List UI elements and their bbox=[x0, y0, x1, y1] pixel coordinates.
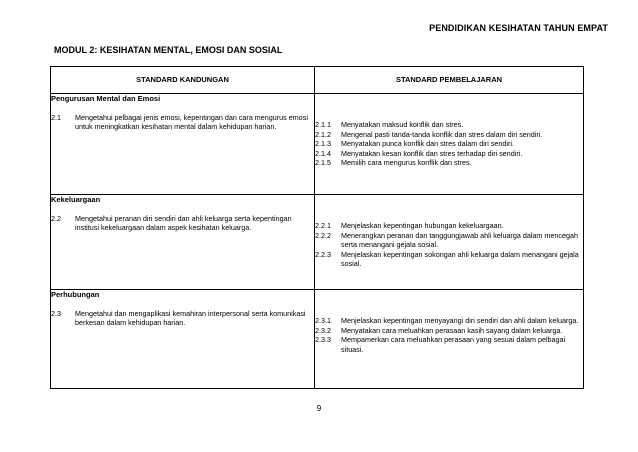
content-standard-text: Mengetahui pelbagai jenis emosi, kepentingan dan cara mengurus emosi untuk meningkatkan kesihatan mental dalam kehidupan harian. bbox=[75, 112, 308, 132]
content-standard-cell bbox=[51, 290, 315, 389]
table-row bbox=[51, 94, 584, 195]
content-standard-text: Mengetahui dan mengaplikasi kemahiran interpersonal serta komunikasi berkesan dalam kehidupan harian. bbox=[75, 308, 306, 328]
learning-standard-number: 2.1.5 bbox=[315, 158, 331, 168]
learning-standard-number: 2.2.3 bbox=[315, 249, 331, 259]
learning-standard-cell bbox=[315, 94, 584, 195]
content-standard-number: 2.3 bbox=[51, 308, 61, 318]
learning-standard-cell bbox=[315, 195, 584, 290]
content-standard-cell bbox=[51, 195, 315, 290]
column-header-standard-kandungan: STANDARD KANDUNGAN bbox=[51, 67, 315, 94]
learning-standard-text: Memilih cara mengurus konflik dan stres. bbox=[341, 158, 472, 168]
learning-standard-number: 2.3.2 bbox=[315, 325, 331, 335]
document-header-title: PENDIDIKAN KESIHATAN TAHUN EMPAT bbox=[429, 23, 608, 33]
learning-standard-text: Menyatakan cara meluahkan perasaan kasih sayang dalam keluarga. bbox=[341, 325, 563, 335]
learning-standard-text: Mempamerkan cara meluahkan perasaan yang sesuai dalam pelbagai situasi. bbox=[341, 335, 566, 354]
module-title: MODUL 2: KESIHATAN MENTAL, EMOSI DAN SOSIAL bbox=[54, 45, 283, 55]
learning-standard-number: 2.1.1 bbox=[315, 120, 331, 129]
content-standard-item bbox=[51, 113, 314, 132]
learning-standard-item bbox=[315, 231, 583, 250]
learning-standard-text: Menyatakan kesan konflik dan stres terhadap diri sendiri. bbox=[341, 148, 523, 158]
section-title: Kekeluargaan bbox=[51, 195, 101, 204]
learning-standard-item bbox=[315, 120, 583, 130]
content-standard-cell bbox=[51, 94, 315, 195]
content-standard-number: 2.2 bbox=[51, 213, 61, 223]
learning-standard-number: 2.1.4 bbox=[315, 148, 331, 158]
table-row bbox=[51, 290, 584, 389]
content-standard-item bbox=[51, 309, 314, 328]
learning-standard-number: 2.1.3 bbox=[315, 139, 331, 149]
learning-standard-text: Menjelaskan kepentingan hubungan kekeluargaan. bbox=[341, 221, 504, 230]
learning-standard-item bbox=[315, 149, 583, 159]
learning-standard-text: Menerangkan peranan dan tanggungjawab ahli keluarga dalam mencegah serta menangani gejala sosial. bbox=[341, 230, 578, 250]
learning-standard-number: 2.2.2 bbox=[315, 230, 331, 240]
learning-standard-number: 2.1.2 bbox=[315, 129, 331, 139]
standards-table bbox=[50, 66, 584, 389]
learning-standard-item bbox=[315, 250, 583, 269]
learning-standard-item bbox=[315, 335, 583, 354]
content-standard-item bbox=[51, 214, 314, 233]
learning-standard-item bbox=[315, 130, 583, 140]
learning-standard-item bbox=[315, 158, 583, 168]
table-row bbox=[51, 195, 584, 290]
learning-standard-item bbox=[315, 316, 583, 326]
learning-standard-text: Menyatakan punca konflik dan stres dalam diri sendiri. bbox=[341, 139, 514, 149]
learning-standard-text: Menjelaskan kepentingan sokongan ahli keluarga dalam menangani gejala sosial. bbox=[341, 249, 579, 269]
column-header-standard-pembelajaran: STANDARD PEMBELAJARAN bbox=[315, 67, 584, 94]
table-header-row bbox=[51, 67, 584, 94]
page-number: 9 bbox=[316, 404, 322, 413]
learning-standard-item bbox=[315, 326, 583, 336]
learning-standard-number: 2.3.1 bbox=[315, 316, 331, 325]
content-standard-number: 2.1 bbox=[51, 112, 61, 122]
learning-standard-number: 2.2.1 bbox=[315, 221, 331, 230]
learning-standard-cell bbox=[315, 290, 584, 389]
learning-standard-number: 2.3.3 bbox=[315, 335, 331, 345]
learning-standard-text: Menyatakan maksud konflik dan stres. bbox=[341, 120, 464, 129]
section-title: Pengurusan Mental dan Emosi bbox=[51, 94, 161, 103]
learning-standard-text: Menjelaskan kepentingan menyayangi diri sendiri dan ahli dalam keluarga. bbox=[341, 316, 579, 325]
content-standard-text: Mengetahui peranan diri sendiri dan ahli keluarga serta kepentingan institusi kekeluargaan dalam aspek kesihatan keluarga. bbox=[75, 213, 292, 233]
learning-standard-item bbox=[315, 139, 583, 149]
learning-standard-text: Mengenal pasti tanda-tanda konflik dan stres dalam diri sendiri. bbox=[341, 129, 543, 139]
learning-standard-item bbox=[315, 221, 583, 231]
section-title: Perhubungan bbox=[51, 290, 100, 299]
